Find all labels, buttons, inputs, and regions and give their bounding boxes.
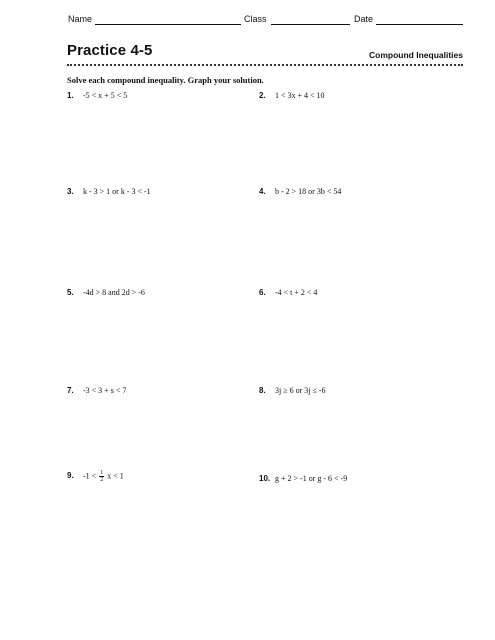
instructions: Solve each compound inequality. Graph your solution. xyxy=(67,75,264,85)
problem-number: 6. xyxy=(259,288,266,297)
problem-number: 9. xyxy=(67,471,74,481)
problem-expression: -3 < 3 + s < 7 xyxy=(83,386,127,395)
problem-7 xyxy=(67,386,126,395)
problem-1 xyxy=(67,91,127,100)
fraction-denominator: 2 xyxy=(100,477,104,483)
date-line xyxy=(376,24,463,25)
problem-expression: -4d > 8 and 2d > -6 xyxy=(83,288,145,297)
problem-expression: -5 < x + 5 < 5 xyxy=(83,91,128,100)
problem-9 xyxy=(67,470,124,483)
fraction xyxy=(99,470,104,483)
problem-number: 10. xyxy=(259,474,271,483)
name-label: Name xyxy=(68,14,93,24)
date-field[interactable] xyxy=(354,14,373,24)
date-label: Date xyxy=(354,14,374,24)
problem-3 xyxy=(67,187,151,196)
problem-number: 4. xyxy=(259,187,266,196)
problem-expression: -4 < t + 2 < 4 xyxy=(275,288,318,297)
problem-5 xyxy=(67,288,145,297)
class-label: Class xyxy=(244,14,267,24)
problem-6 xyxy=(259,288,317,297)
lesson-title: Compound Inequalities xyxy=(369,50,463,60)
problem-number: 3. xyxy=(67,187,74,196)
problem-expression-prefix: -1 < xyxy=(83,471,97,481)
problem-number: 1. xyxy=(67,91,74,100)
problem-expression: k - 3 > 1 or k - 3 < -1 xyxy=(83,187,151,196)
problem-2 xyxy=(259,91,325,100)
problem-number: 7. xyxy=(67,386,74,395)
class-field[interactable] xyxy=(244,14,267,24)
name-field[interactable] xyxy=(68,14,92,24)
problem-expression-suffix: x < 1 xyxy=(107,471,124,481)
problem-4 xyxy=(259,187,341,196)
header-fields xyxy=(68,14,463,28)
class-line xyxy=(271,24,350,25)
problem-number: 8. xyxy=(259,386,266,395)
problem-number: 2. xyxy=(259,91,266,100)
problem-8 xyxy=(259,386,326,395)
page-title: Practice 4-5 xyxy=(67,42,153,59)
problem-expression: g + 2 > -1 or g - 6 < -9 xyxy=(275,474,348,483)
problem-expression: 1 < 3x + 4 < 10 xyxy=(275,91,325,100)
problem-expression: 3j ≥ 6 or 3j ≤ -6 xyxy=(275,386,326,395)
problem-10 xyxy=(259,474,347,483)
dotted-divider xyxy=(67,64,463,66)
fraction-numerator: 1 xyxy=(100,470,104,476)
problem-expression: b - 2 > 18 or 3b < 54 xyxy=(275,187,342,196)
name-line xyxy=(95,24,241,25)
problem-number: 5. xyxy=(67,288,74,297)
